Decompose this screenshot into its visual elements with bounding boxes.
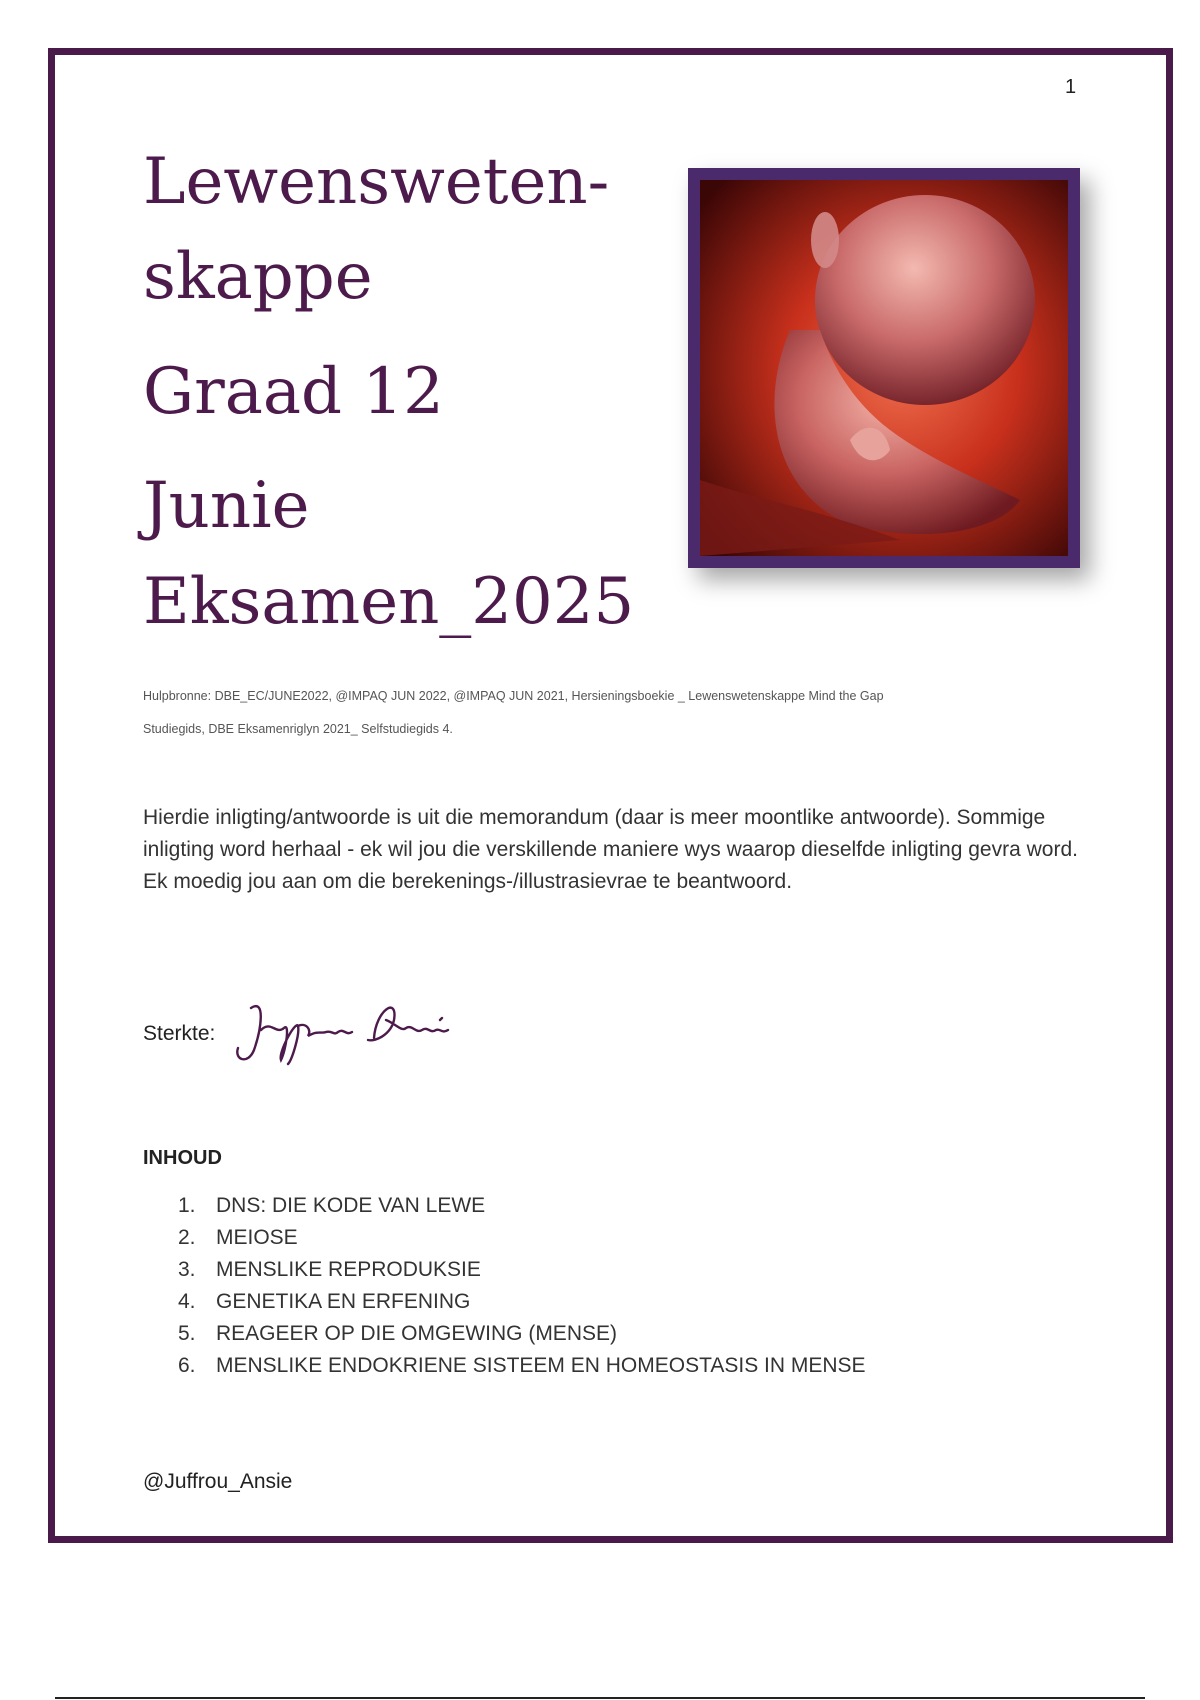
sources-line: Hulpbronne: DBE_EC/JUNE2022, @IMPAQ JUN 2022, @IMPAQ JUN 2021, Hersieningsboekie _ Lewenswetenskappe Mind the Gap [143,689,884,703]
title-line-3: Graad 12 [143,355,444,429]
sign-off-label: Sterkte: [143,1022,216,1045]
toc-item-label: MEIOSE [216,1226,298,1249]
author-handle: @Juffrou_Ansie [143,1470,293,1493]
title-line-5: Eksamen_2025 [143,565,635,639]
toc-item [178,1286,866,1318]
fetus-photo-frame [688,168,1080,568]
sources-line: Studiegids, DBE Eksamenriglyn 2021_ Selfstudiegids 4. [143,722,453,736]
toc-item [178,1254,866,1286]
sources-note [143,680,1043,746]
toc-item-label: GENETIKA EN ERFENING [216,1290,471,1313]
title-line-4: Junie [143,469,310,543]
toc-item-number: 1. [178,1194,196,1217]
toc-item-label: REAGEER OP DIE OMGEWING (MENSE) [216,1322,617,1345]
toc-item-number: 6. [178,1354,196,1377]
toc-item-number: 2. [178,1226,196,1249]
toc-item-number: 4. [178,1290,196,1313]
title-line-1: Lewensweten- [143,145,610,219]
toc-item [178,1318,866,1350]
toc-item-label: DNS: DIE KODE VAN LEWE [216,1194,486,1217]
toc-item-label: MENSLIKE REPRODUKSIE [216,1258,481,1281]
toc-item-label: MENSLIKE ENDOKRIENE SISTEEM EN HOMEOSTASIS IN MENSE [216,1354,866,1377]
toc-item [178,1350,866,1382]
toc-item-number: 5. [178,1322,196,1345]
page-number: 1 [1065,76,1077,98]
fetus-photo [700,180,1068,556]
toc-item-number: 3. [178,1258,196,1281]
title-line-2: skappe [143,240,373,314]
toc-item [178,1222,866,1254]
toc-item [178,1190,866,1222]
table-of-contents [178,1190,866,1382]
handwritten-signature [226,990,466,1070]
intro-paragraph: Hierdie inligting/antwoorde is uit die memorandum (daar is meer moontlike antwoorde). Sommige inligting word herhaal - ek wil jou die verskillende maniere wys waarop dieselfde inligting gevra word. Ek moedig jou aan om die berekenings-/illustrasievrae te beantwoord. [143,806,1078,893]
bottom-divider [55,1697,1145,1699]
toc-heading: INHOUD [143,1147,222,1169]
